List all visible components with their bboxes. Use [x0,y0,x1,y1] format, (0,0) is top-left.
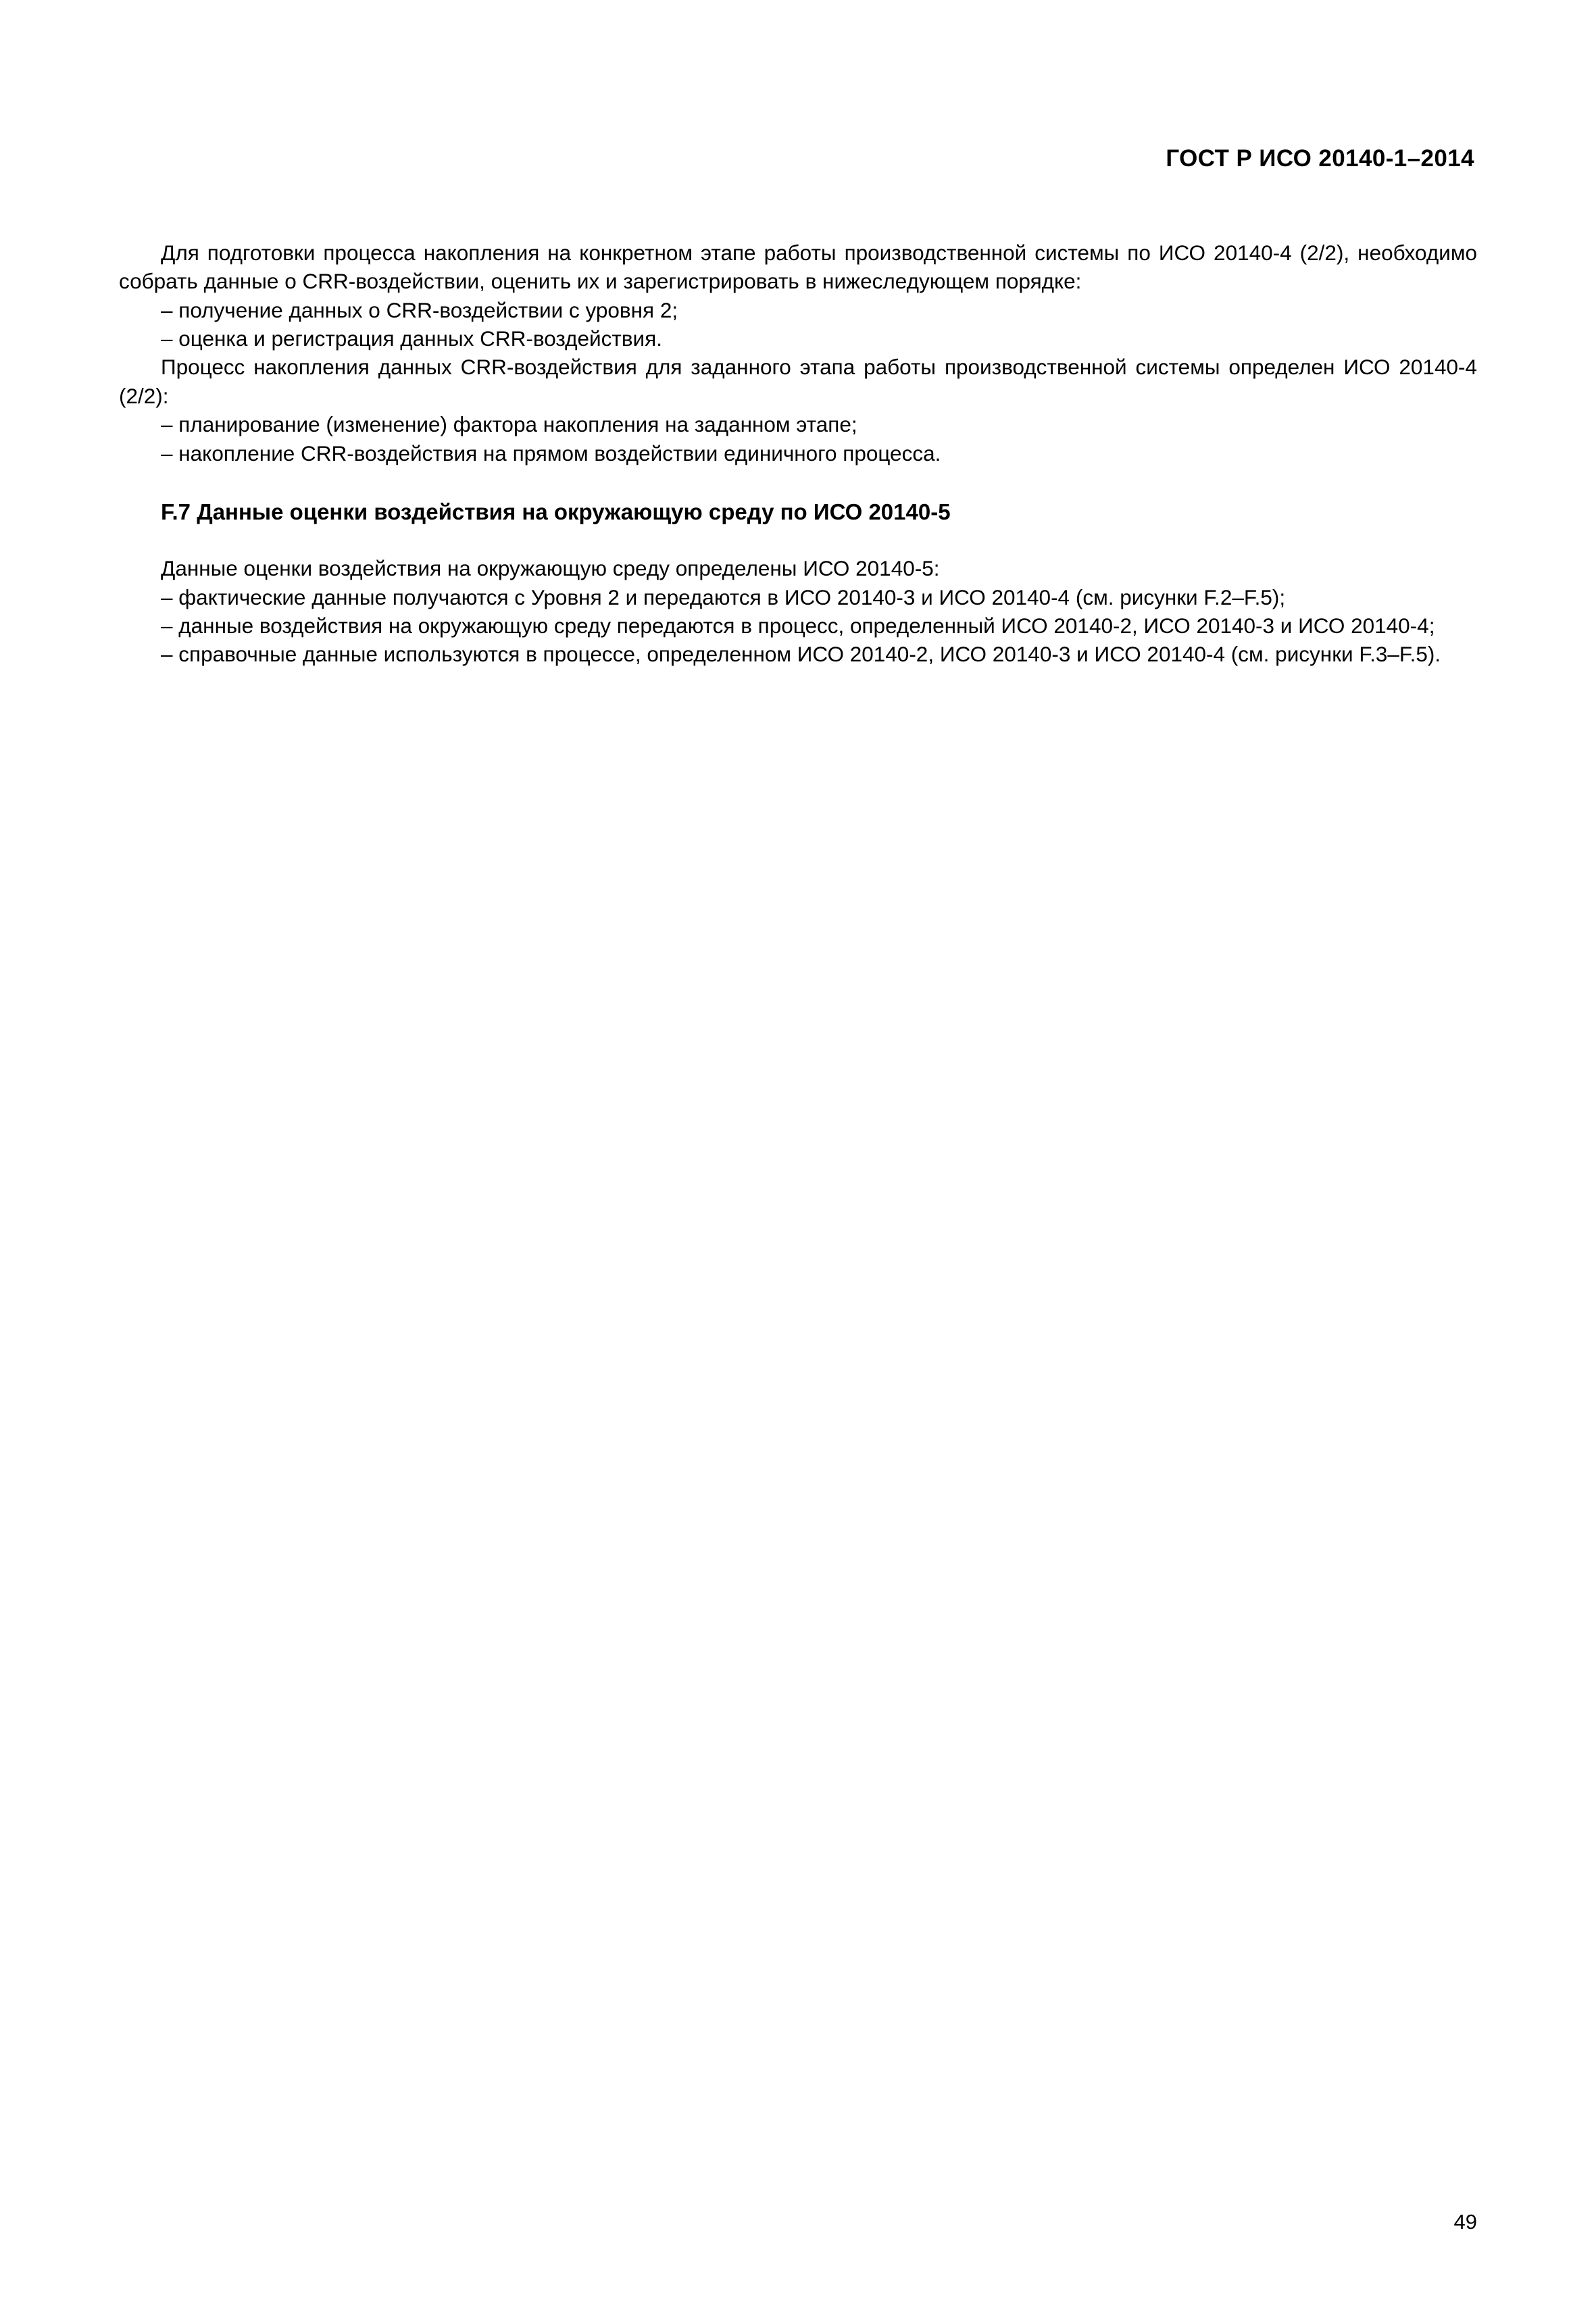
list-item-environmental-impact-data: – данные воздействия на окружающую среду передаются в процесс, определенный ИСО 20140-2, ИСО 20140-3 и ИСО 20140-4; [161,613,1435,638]
list-item-evaluate-register-crr-data: – оценка и регистрация данных CRR-воздействия. [161,326,662,351]
body-text [119,238,1477,669]
page-number: 49 [1453,2210,1477,2234]
list-item-accumulation-direct-impact: – накопление CRR-воздействия на прямом воздействии единичного процесса. [161,441,941,466]
page-content [119,0,1477,669]
list-item-actual-data: – фактические данные получаются с Уровня 2 и передаются в ИСО 20140-3 и ИСО 20140-4 (см. рисунки F.2–F.5); [161,584,1286,609]
paragraph-environmental-assessment-data: Данные оценки воздействия на окружающую среду определены ИСО 20140-5: [161,556,940,581]
section-heading-f7: F.7 Данные оценки воздействия на окружающую среду по ИСО 20140-5 [161,499,951,524]
list-item-receive-crr-data: – получение данных о CRR-воздействии с уровня 2; [161,297,678,322]
document-standard-header: ГОСТ Р ИСО 20140-1–2014 [1166,145,1474,172]
paragraph-accumulation-process: Процесс накопления данных CRR-воздействия для заданного этапа работы производственной системы определен ИСО 20140-4 (2/2): [119,355,1477,408]
list-item-planning-accumulation-factor: – планирование (изменение) фактора накопления на заданном этапе; [161,412,857,437]
paragraph-preparation-process: Для подготовки процесса накопления на конкретном этапе работы производственной системы по ИСО 20140-4 (2/2), необходимо собрать данные о CRR-воздействии, оценить их и зарегистрировать в нижеследующем порядке: [119,241,1477,294]
list-item-reference-data: – справочные данные используются в процессе, определенном ИСО 20140-2, ИСО 20140-3 и ИСО 20140-4 (см. рисунки F.3–F.5). [161,642,1441,667]
